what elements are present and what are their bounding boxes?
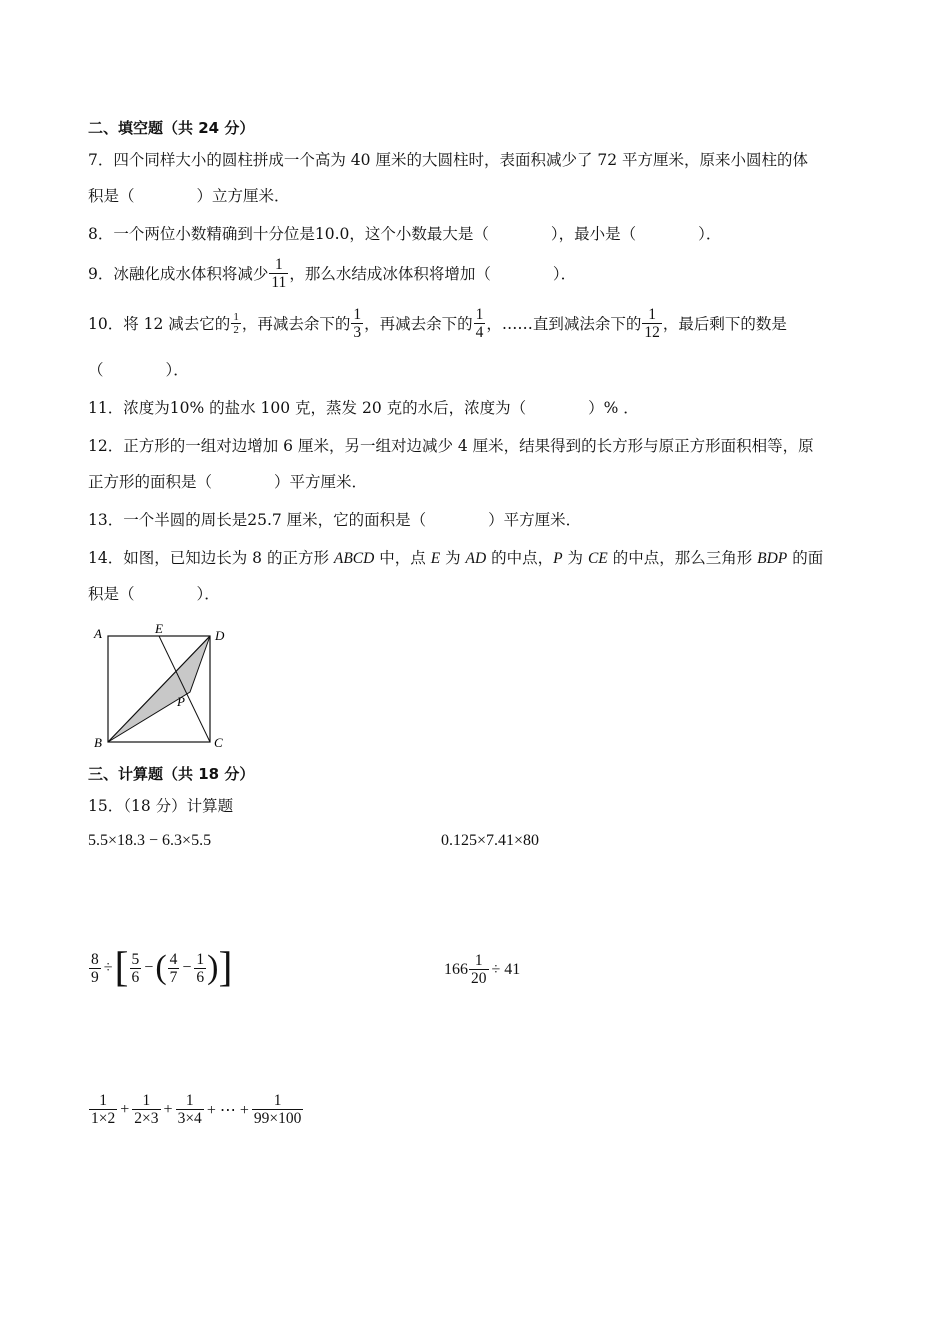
minus-sign: −: [144, 959, 154, 976]
vertex-label-p: P: [177, 694, 185, 709]
question-10-part-4: ，……直到减法余下的: [486, 314, 642, 333]
question-9: [88, 256, 576, 291]
question-10-line-2: （ ）．: [88, 361, 189, 379]
vertex-label-e: E: [155, 621, 163, 636]
plus-sign: +: [163, 1100, 173, 1118]
fraction-denominator: 2×3: [134, 1110, 159, 1127]
fraction-numerator: 1: [176, 1092, 204, 1110]
fraction-numerator: 1: [233, 311, 239, 323]
fraction-denominator: 4: [475, 324, 484, 341]
fraction-numerator: 1: [269, 256, 288, 274]
fraction-numerator: 1: [469, 952, 489, 970]
fraction-numerator: 1: [196, 950, 205, 968]
fraction-numerator: 1: [642, 306, 662, 324]
question-10-part-2: ，再减去余下的: [241, 314, 351, 333]
fraction-denominator: 2: [233, 324, 239, 336]
calc-expression-5: [88, 1092, 304, 1127]
fraction-one-eleventh: [269, 256, 288, 291]
fraction-numerator: 1: [89, 1092, 117, 1110]
label-ad: AD: [465, 550, 487, 567]
ellipsis-plus: + ⋯ +: [206, 1101, 249, 1119]
question-14-line-1: [88, 548, 823, 569]
question-14-text: 为: [440, 549, 466, 567]
vertex-label-b: B: [94, 735, 102, 750]
question-8: 8．一个两位小数精确到十分位是10.0，这个小数最大是（ ），最小是（ ）．: [88, 225, 722, 243]
question-14-line-2: 积是（ ）．: [88, 585, 220, 603]
question-14-text: 的中点，那么三角形: [607, 549, 758, 567]
fraction-denominator: 20: [471, 970, 487, 987]
calc-expression-2: 0.125×7.41×80: [441, 832, 540, 849]
fraction-numerator: 5: [131, 950, 140, 968]
mixed-number-whole: 166: [444, 960, 468, 978]
question-10-part-1: 10．将 12 减去它的: [88, 314, 231, 333]
fraction-1-20: [469, 952, 489, 987]
fraction-1-6: [194, 951, 206, 986]
segment-bd: [108, 636, 210, 742]
fraction-term-3: [176, 1092, 204, 1127]
fraction-denominator: 12: [644, 324, 660, 341]
question-13: 13．一个半圆的周长是25.7 厘米，它的面积是（ ）平方厘米．: [88, 511, 582, 529]
question-7-line-1: 7．四个同样大小的圆柱拼成一个高为 40 厘米的大圆柱时，表面积减少了 72 平方厘米，原来小圆柱的体: [88, 151, 809, 169]
square-geometry-figure: [88, 620, 238, 752]
fraction-denominator: 6: [196, 968, 205, 986]
division-sign: ÷: [103, 959, 113, 976]
fraction-4-7: [168, 951, 180, 986]
section-heading-calculation: 三、计算题（共 18 分）: [88, 765, 255, 783]
label-abcd: ABCD: [333, 550, 375, 567]
minus-sign: −: [182, 959, 192, 976]
right-bracket: ]: [218, 945, 233, 991]
fraction-term-last: [252, 1092, 304, 1127]
fraction-one-quarter: [474, 306, 486, 341]
question-14-text: 的面: [787, 549, 824, 567]
vertex-label-a: A: [94, 626, 102, 641]
calc-expression-4: [444, 952, 522, 987]
left-paren: (: [155, 949, 167, 986]
fraction-numerator: 1: [132, 1092, 160, 1110]
fraction-term-1: [89, 1092, 117, 1127]
fraction-denominator: 3: [353, 324, 362, 341]
section-heading-fill-in: 二、填空题（共 24 分）: [88, 119, 255, 137]
question-14-text: 14．如图，已知边长为 8 的正方形: [88, 549, 334, 567]
right-paren: ): [207, 949, 219, 986]
calc-expression-3: [88, 945, 233, 991]
fraction-denominator: 99×100: [253, 1110, 302, 1127]
plus-sign: +: [120, 1100, 130, 1118]
question-12-line-2: 正方形的面积是（ ）平方厘米．: [88, 473, 368, 491]
label-ce: CE: [587, 550, 608, 567]
fraction-8-9: [89, 951, 101, 986]
fraction-one-third: [351, 306, 363, 341]
fraction-one-half: [231, 311, 241, 336]
fraction-denominator: 9: [91, 968, 99, 986]
question-9-prefix: 9．冰融化成水体积将减少: [88, 264, 269, 283]
fraction-numerator: 1: [252, 1092, 304, 1110]
division-operand: ÷ 41: [491, 960, 521, 978]
label-p: P: [553, 550, 563, 567]
question-11: 11．浓度为10% 的盐水 100 克，蒸发 20 克的水后，浓度为（ ）% ．: [88, 399, 639, 417]
fraction-denominator: 6: [131, 968, 140, 986]
fraction-5-6: [130, 951, 142, 986]
calc-expression-1: 5.5×18.3 − 6.3×5.5: [88, 832, 212, 849]
question-9-suffix: ，那么水结成冰体积将增加（ ）．: [289, 264, 577, 283]
fraction-numerator: 8: [91, 950, 99, 968]
fraction-denominator: 11: [271, 274, 287, 291]
question-15-title: 15．（18 分）计算题: [88, 797, 234, 815]
vertex-label-d: D: [215, 628, 225, 643]
label-bdp: BDP: [757, 550, 788, 567]
fraction-term-2: [132, 1092, 160, 1127]
question-10-line-1: [88, 306, 787, 341]
question-10-part-5: ，最后剩下的数是: [662, 314, 787, 333]
fraction-denominator: 1×2: [91, 1110, 116, 1127]
label-e: E: [430, 550, 441, 567]
question-14-text: 中，点: [374, 549, 431, 567]
question-10-part-3: ，再减去余下的: [364, 314, 473, 333]
vertex-label-c: C: [214, 735, 223, 750]
fraction-numerator: 1: [353, 306, 362, 323]
fraction-one-twelfth: [642, 306, 662, 341]
fraction-denominator: 7: [169, 968, 178, 986]
question-14-text: 为: [562, 549, 588, 567]
fraction-denominator: 3×4: [177, 1110, 202, 1127]
left-bracket: [: [114, 945, 129, 991]
fraction-numerator: 1: [475, 306, 484, 323]
question-7-line-2: 积是（ ）立方厘米．: [88, 187, 290, 205]
question-14-text: 的中点，: [486, 549, 554, 567]
fraction-numerator: 4: [169, 950, 178, 968]
question-12-line-1: 12．正方形的一组对边增加 6 厘米，另一组对边减少 4 厘米，结果得到的长方形与原正方形面积相等，原: [88, 437, 814, 455]
